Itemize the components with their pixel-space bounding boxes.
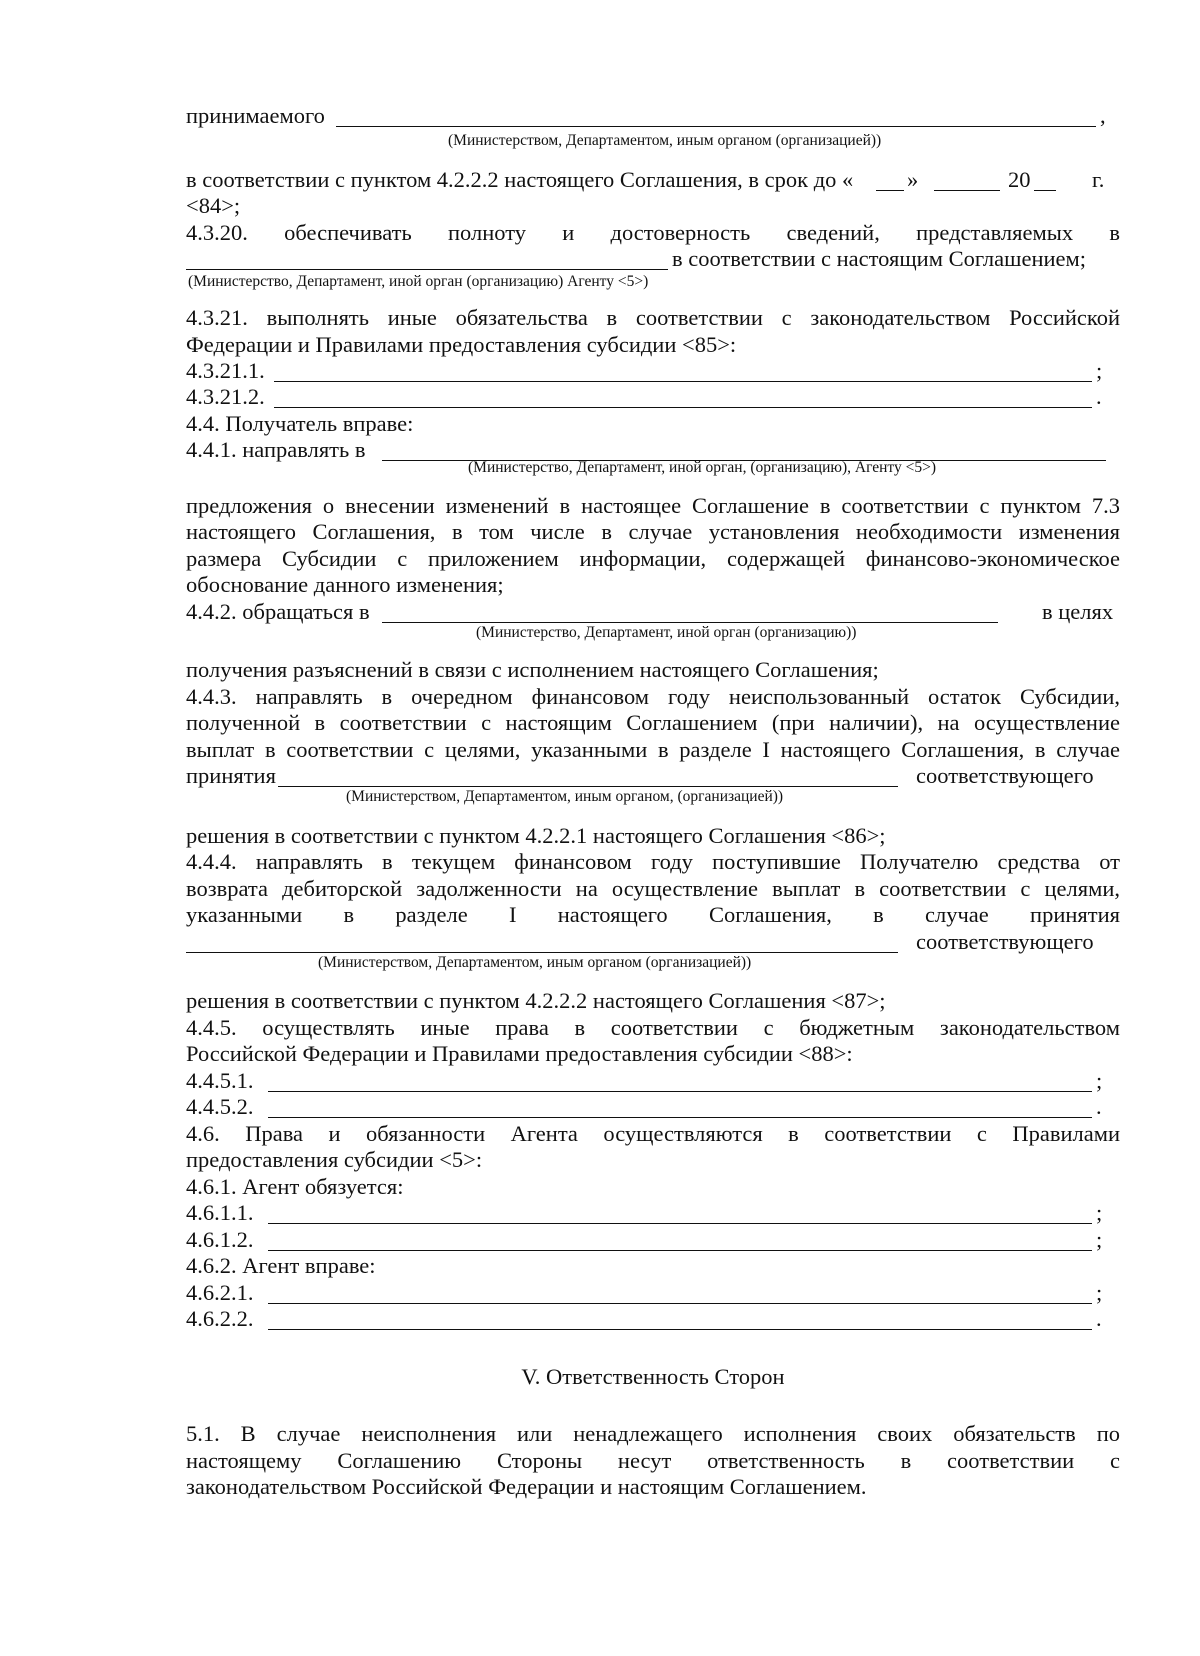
para-4-4-4-line1: 4.4.4. направлять в текущем финансовом году поступившие Получателю средства от bbox=[186, 849, 1120, 874]
blank-month bbox=[934, 190, 1000, 191]
item-4-6-2-2 bbox=[186, 1305, 1120, 1333]
item-number: 4.6.2.2. bbox=[186, 1306, 254, 1331]
blank-field-authority bbox=[336, 126, 1096, 127]
text-adoption: принятия bbox=[186, 763, 276, 788]
item-4-6-1-1 bbox=[186, 1199, 1120, 1227]
line-deadline bbox=[186, 166, 1120, 194]
line-4-4-2 bbox=[186, 598, 1120, 626]
blank-field-authority bbox=[278, 786, 898, 787]
para-4-4-1-line1: предложения о внесении изменений в настоящее Соглашение в соответствии с пунктом 7.3 bbox=[186, 493, 1120, 518]
item-4-3-21-2 bbox=[186, 383, 1120, 411]
item-4-3-21-1 bbox=[186, 357, 1120, 385]
punct: ; bbox=[1096, 358, 1103, 383]
blank-field bbox=[268, 1303, 1092, 1304]
para-4-4-4-line3: указанными в разделе I настоящего Соглашения, в случае принятия bbox=[186, 902, 1120, 927]
text-apply-to: 4.4.2. обращаться в bbox=[186, 599, 370, 624]
text-corresponding: соответствующего bbox=[916, 763, 1094, 788]
para-4-4-5-line2: Российской Федерации и Правилами предоставления субсидии <88>: bbox=[186, 1041, 853, 1066]
para-4-4-1-line2: настоящего Соглашения, в том числе в случае установления необходимости изменения bbox=[186, 519, 1120, 544]
para-4-4-3-line3: выплат в соответствии с целями, указанными в разделе I настоящего Соглашения, в случае bbox=[186, 737, 1120, 762]
caption-authority: (Министерством, Департаментом, иным органом (организацией)) bbox=[448, 132, 882, 149]
line-footnote-84: <84>; bbox=[186, 193, 241, 218]
para-5-1-line3: законодательством Российской Федерации и настоящим Соглашением. bbox=[186, 1474, 867, 1499]
para-4-4-3-line4 bbox=[186, 762, 1120, 790]
blank-year bbox=[1034, 190, 1056, 191]
blank-field bbox=[268, 1329, 1092, 1330]
para-4-4-4-line4 bbox=[186, 928, 1120, 956]
para-4-4-1-line4: обоснование данного изменения; bbox=[186, 572, 504, 597]
text-deadline: в соответствии с пунктом 4.2.2.2 настоящего Соглашения, в срок до « bbox=[186, 167, 854, 192]
para-4-4-3-line2: полученной в соответствии с настоящим Соглашением (при наличии), на осуществление bbox=[186, 710, 1120, 735]
para-4-6-1: 4.6.1. Агент обязуется: bbox=[186, 1174, 404, 1199]
blank-field-authority bbox=[382, 622, 998, 623]
text-in-order: в целях bbox=[1042, 599, 1114, 624]
para-decision-87: решения в соответствии с пунктом 4.2.2.2 настоящего Соглашения <87>; bbox=[186, 988, 886, 1013]
item-number: 4.3.21.1. bbox=[186, 358, 265, 383]
item-number: 4.6.1.2. bbox=[186, 1227, 254, 1252]
blank-field bbox=[268, 1117, 1092, 1118]
year-prefix: 20 bbox=[1008, 167, 1031, 192]
line-4-3-21-cont: Федерации и Правилами предоставления субсидии <85>: bbox=[186, 332, 737, 357]
text-accepting: принимаемого bbox=[186, 103, 325, 128]
para-4-6-2: 4.6.2. Агент вправе: bbox=[186, 1253, 376, 1278]
item-number: 4.3.21.2. bbox=[186, 384, 265, 409]
caption-authority-agent: (Министерство, Департамент, иной орган (организацию) Агенту <5>) bbox=[188, 273, 649, 290]
para-decision-86: решения в соответствии с пунктом 4.2.2.1 настоящего Соглашения <86>; bbox=[186, 823, 886, 848]
para-4-4-1-line3: размера Субсидии с приложением информации, содержащей финансово-экономическое bbox=[186, 546, 1120, 571]
item-4-4-5-2 bbox=[186, 1093, 1120, 1121]
text-corresponding: соответствующего bbox=[916, 929, 1094, 954]
item-4-6-1-2 bbox=[186, 1226, 1120, 1254]
punct: , bbox=[1100, 103, 1106, 128]
punct: ; bbox=[1096, 1280, 1103, 1305]
para-4-4-5-line1: 4.4.5. осуществлять иные права в соответствии с бюджетным законодательством bbox=[186, 1015, 1120, 1040]
item-number: 4.4.5.2. bbox=[186, 1094, 254, 1119]
blank-field bbox=[268, 1223, 1092, 1224]
punct: ; bbox=[1096, 1227, 1103, 1252]
text-send-to: 4.4.1. направлять в bbox=[186, 437, 366, 462]
para-4-6-line2: предоставления субсидии <5>: bbox=[186, 1147, 483, 1172]
blank-field-authority bbox=[186, 952, 898, 953]
year-suffix: г. bbox=[1092, 167, 1105, 192]
item-number: 4.6.2.1. bbox=[186, 1280, 254, 1305]
item-4-4-5-1 bbox=[186, 1067, 1120, 1095]
blank-day bbox=[876, 190, 904, 191]
blank-field bbox=[268, 1091, 1092, 1092]
para-4-4: 4.4. Получатель вправе: bbox=[186, 411, 414, 436]
caption-authority: (Министерство, Департамент, иной орган (организацию)) bbox=[476, 624, 857, 641]
blank-field-authority bbox=[186, 269, 668, 270]
para-5-1-line1: 5.1. В случае неисполнения или ненадлежащего исполнения своих обязательств по bbox=[186, 1421, 1120, 1446]
punct: ; bbox=[1096, 1068, 1103, 1093]
blank-field bbox=[268, 1250, 1092, 1251]
item-4-6-2-1 bbox=[186, 1279, 1120, 1307]
punct: ; bbox=[1096, 1200, 1103, 1225]
para-4-3-21: 4.3.21. выполнять иные обязательства в соответствии с законодательством Российской bbox=[186, 305, 1120, 330]
caption-authority: (Министерством, Департаментом, иным органом, (организацией)) bbox=[346, 788, 784, 805]
item-number: 4.4.5.1. bbox=[186, 1068, 254, 1093]
text-in-accordance: в соответствии с настоящим Соглашением; bbox=[672, 246, 1086, 271]
line-4-3-20-cont bbox=[186, 245, 1120, 273]
punct: . bbox=[1096, 1306, 1102, 1331]
punct: . bbox=[1096, 1094, 1102, 1119]
item-number: 4.6.1.1. bbox=[186, 1200, 254, 1225]
caption-authority: (Министерством, Департаментом, иным органом (организацией)) bbox=[318, 954, 752, 971]
caption-authority-agent: (Министерство, Департамент, иной орган, (организацию), Агенту <5>) bbox=[468, 459, 936, 476]
para-4-4-4-line2: возврата дебиторской задолженности на осуществление выплат в соответствии с целями, bbox=[186, 876, 1120, 901]
line-accepting bbox=[186, 102, 1120, 130]
para-4-3-20: 4.3.20. обеспечивать полноту и достоверность сведений, представляемых в bbox=[186, 220, 1120, 245]
section-heading: V. Ответственность Сторон bbox=[521, 1364, 785, 1389]
para-4-4-3-line1: 4.4.3. направлять в очередном финансовом году неиспользованный остаток Субсидии, bbox=[186, 684, 1120, 709]
blank-field bbox=[274, 381, 1092, 382]
quote-close: » bbox=[907, 167, 919, 192]
punct: . bbox=[1096, 384, 1102, 409]
para-5-1-line2: настоящему Соглашению Стороны несут ответственность в соответствии с bbox=[186, 1448, 1120, 1473]
blank-field bbox=[274, 407, 1092, 408]
para-4-4-2-cont: получения разъяснений в связи с исполнением настоящего Соглашения; bbox=[186, 657, 879, 682]
para-4-6-line1: 4.6. Права и обязанности Агента осуществляются в соответствии с Правилами bbox=[186, 1121, 1120, 1146]
